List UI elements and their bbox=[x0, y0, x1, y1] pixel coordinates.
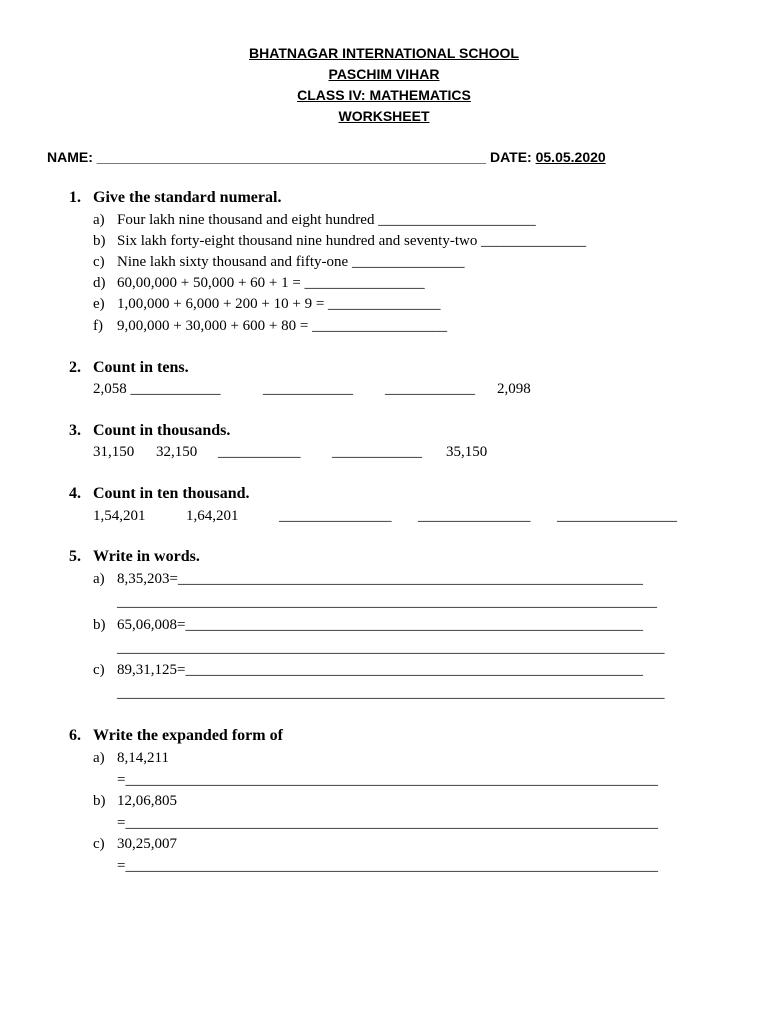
item-label: c) bbox=[93, 254, 105, 270]
item-text: Six lakh forty-eight thousand nine hundred and seventy-two ______________ bbox=[117, 233, 587, 249]
item-label: b) bbox=[93, 617, 106, 633]
sequence-blank: ____________ bbox=[385, 381, 475, 397]
item-text: 12,06,805 bbox=[117, 793, 177, 809]
question-5-item-c-continuation: _________________________________________________________________________ bbox=[117, 685, 665, 701]
item-text: 65,06,008=_____________________________________________________________ bbox=[117, 617, 643, 633]
question-1-item-e bbox=[93, 295, 441, 313]
item-text: Four lakh nine thousand and eight hundred _____________________ bbox=[117, 212, 536, 228]
item-text: Nine lakh sixty thousand and fifty-one _______________ bbox=[117, 254, 465, 270]
question-number: 6. bbox=[69, 727, 81, 744]
question-5-item-b-continuation: _________________________________________________________________________ bbox=[117, 640, 665, 656]
question-5-item-a-continuation: ________________________________________________________________________ bbox=[117, 594, 657, 610]
class-subject: CLASS IV: MATHEMATICS bbox=[297, 87, 471, 103]
item-text: 1,00,000 + 6,000 + 200 + 10 + 9 = _______________ bbox=[117, 296, 441, 312]
sequence-term: 1,64,201 bbox=[186, 508, 239, 524]
question-3-sequence bbox=[93, 443, 487, 461]
sequence-blank: ____________ bbox=[263, 381, 353, 397]
item-text: 30,25,007 bbox=[117, 836, 177, 852]
question-number: 3. bbox=[69, 422, 81, 439]
sequence-blank: ____________ bbox=[332, 444, 422, 460]
question-6-item-b bbox=[93, 792, 177, 810]
sequence-term: 32,150 bbox=[156, 444, 198, 460]
question-5-item-b bbox=[93, 616, 643, 634]
question-5-item-a bbox=[93, 570, 643, 588]
sequence-term: 1,54,201 bbox=[93, 508, 146, 524]
question-5-title bbox=[69, 548, 200, 566]
question-1-item-b bbox=[93, 232, 586, 250]
item-text: 8,14,211 bbox=[117, 750, 169, 766]
question-2-sequence bbox=[93, 380, 531, 398]
question-1-item-a bbox=[93, 211, 536, 229]
question-1-item-f bbox=[93, 317, 447, 335]
sequence-term: 2,098 bbox=[497, 381, 531, 397]
sequence-term: 2,058 ____________ bbox=[93, 381, 221, 397]
school-branch: PASCHIM VIHAR bbox=[328, 66, 440, 82]
name-blank: __________________________________________________ bbox=[96, 149, 487, 165]
item-label: b) bbox=[93, 793, 106, 809]
question-2-title bbox=[69, 359, 189, 377]
item-label: a) bbox=[93, 750, 105, 766]
question-6-item-c-answer: =_______________________________________________________________________ bbox=[117, 858, 658, 874]
question-6-title bbox=[69, 727, 283, 745]
question-text: Count in thousands. bbox=[93, 422, 231, 439]
item-label: e) bbox=[93, 296, 105, 312]
name-date-row bbox=[47, 149, 687, 165]
question-5-item-c bbox=[93, 661, 643, 679]
school-name: BHATNAGAR INTERNATIONAL SCHOOL bbox=[249, 45, 519, 61]
question-6-item-a bbox=[93, 749, 169, 767]
worksheet-title: WORKSHEET bbox=[338, 108, 430, 124]
date-label: DATE: bbox=[489, 149, 532, 165]
sequence-term: 35,150 bbox=[446, 444, 488, 460]
item-label: c) bbox=[93, 836, 105, 852]
question-text: Count in tens. bbox=[93, 359, 189, 376]
item-label: a) bbox=[93, 571, 105, 587]
question-4-title bbox=[69, 485, 250, 503]
question-3-title bbox=[69, 422, 230, 440]
item-text: 60,00,000 + 50,000 + 60 + 1 = ________________ bbox=[117, 275, 425, 291]
question-6-item-c bbox=[93, 835, 177, 853]
question-text: Give the standard numeral. bbox=[93, 189, 282, 206]
question-number: 1. bbox=[69, 189, 81, 206]
question-1-item-d bbox=[93, 274, 425, 292]
question-6-item-b-answer: =_______________________________________________________________________ bbox=[117, 815, 658, 831]
question-number: 5. bbox=[69, 548, 81, 565]
question-text: Write the expanded form of bbox=[93, 727, 283, 744]
item-text: 9,00,000 + 30,000 + 600 + 80 = __________________ bbox=[117, 318, 448, 334]
question-4-sequence bbox=[93, 507, 677, 525]
item-label: a) bbox=[93, 212, 105, 228]
question-text: Write in words. bbox=[93, 548, 200, 565]
sequence-blank: _______________ bbox=[279, 508, 392, 524]
sequence-blank: ________________ bbox=[557, 508, 677, 524]
question-text: Count in ten thousand. bbox=[93, 485, 250, 502]
sequence-blank: ___________ bbox=[218, 444, 301, 460]
question-number: 2. bbox=[69, 359, 81, 376]
item-label: d) bbox=[93, 275, 106, 291]
item-label: c) bbox=[93, 662, 105, 678]
item-text: 8,35,203=______________________________________________________________ bbox=[117, 571, 643, 587]
item-text: 89,31,125=_____________________________________________________________ bbox=[117, 662, 643, 678]
question-1-item-c bbox=[93, 253, 464, 271]
sequence-term: 31,150 bbox=[93, 444, 135, 460]
question-number: 4. bbox=[69, 485, 81, 502]
date-value: 05.05.2020 bbox=[535, 149, 606, 165]
sequence-blank: _______________ bbox=[418, 508, 531, 524]
question-6-item-a-answer: =_______________________________________________________________________ bbox=[117, 772, 658, 788]
question-1-title bbox=[69, 189, 281, 207]
name-label: NAME: bbox=[47, 149, 93, 165]
item-label: f) bbox=[93, 318, 103, 334]
worksheet-header bbox=[0, 43, 768, 127]
item-label: b) bbox=[93, 233, 106, 249]
